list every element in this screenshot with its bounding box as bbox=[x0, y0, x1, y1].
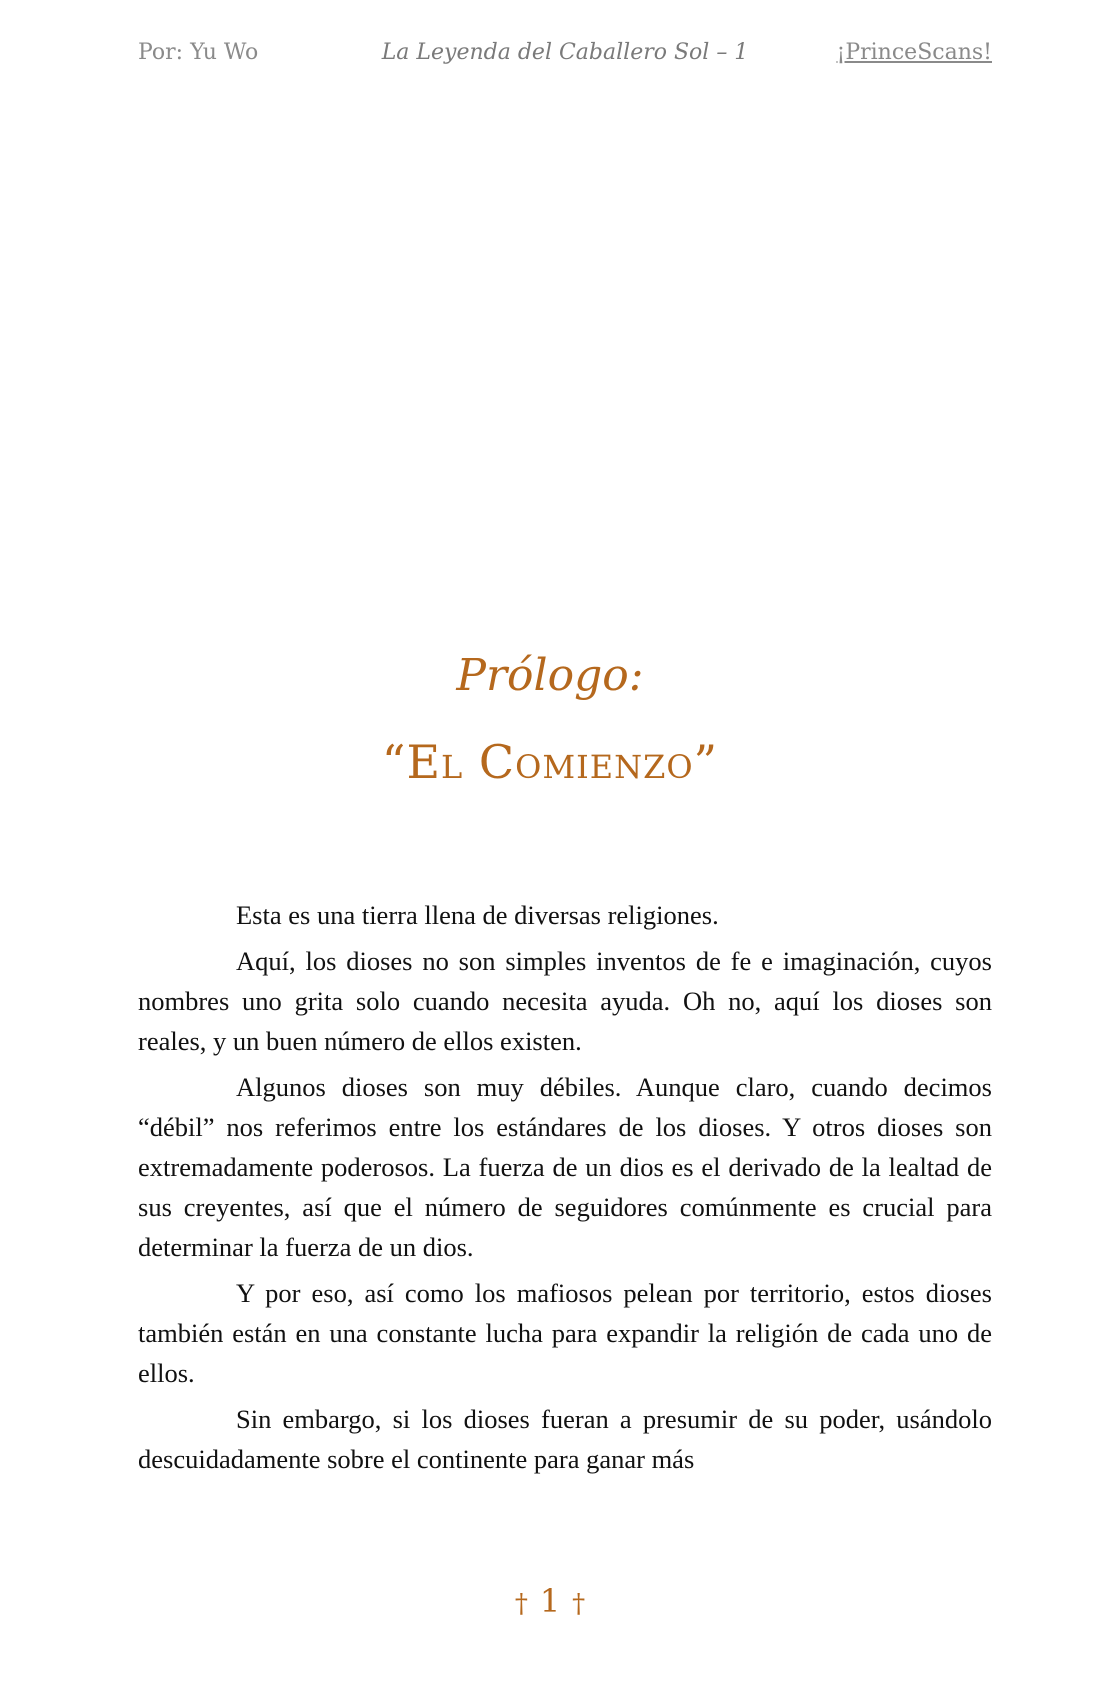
chapter-label: Prólogo: bbox=[456, 650, 644, 701]
page-footer bbox=[0, 1582, 1100, 1620]
chapter-title: “El Comienzo” bbox=[381, 735, 719, 789]
header-author: Por: Yu Wo bbox=[138, 40, 259, 65]
dagger-ornament-icon: † bbox=[572, 1588, 586, 1619]
paragraph: Esta es una tierra llena de diversas religiones. bbox=[236, 900, 719, 930]
header-group-link[interactable]: ¡PrinceScans! bbox=[836, 40, 992, 65]
header-book-title: La Leyenda del Caballero Sol – 1 bbox=[381, 40, 749, 65]
dagger-ornament-icon: † bbox=[514, 1588, 528, 1619]
paragraph: Algunos dioses son muy débiles. Aunque claro, cuando decimos “débil” nos referimos entre los estándares de los dioses. Y otros dioses son extremadamente poderosos. La fuerza de un dios es el derivado de la lealtad de sus creyentes, así que el número de seguidores comúnmente es crucial para determinar la fuerza de un dios. bbox=[138, 1072, 992, 1262]
body-text bbox=[138, 895, 992, 1479]
paragraph: Aquí, los dioses no son simples inventos de fe e imaginación, cuyos nombres uno grita solo cuando necesita ayuda. Oh no, aquí los dioses son reales, y un buen número de ellos existen. bbox=[138, 946, 992, 1056]
page-number: 1 bbox=[539, 1582, 561, 1620]
paragraph: Sin embargo, si los dioses fueran a presumir de su poder, usándolo descuidadamente sobre el continente para ganar más bbox=[138, 1404, 992, 1474]
paragraph: Y por eso, así como los mafiosos pelean por territorio, estos dioses también están en una constante lucha para expandir la religión de cada uno de ellos. bbox=[138, 1278, 992, 1388]
page-header bbox=[138, 40, 992, 80]
